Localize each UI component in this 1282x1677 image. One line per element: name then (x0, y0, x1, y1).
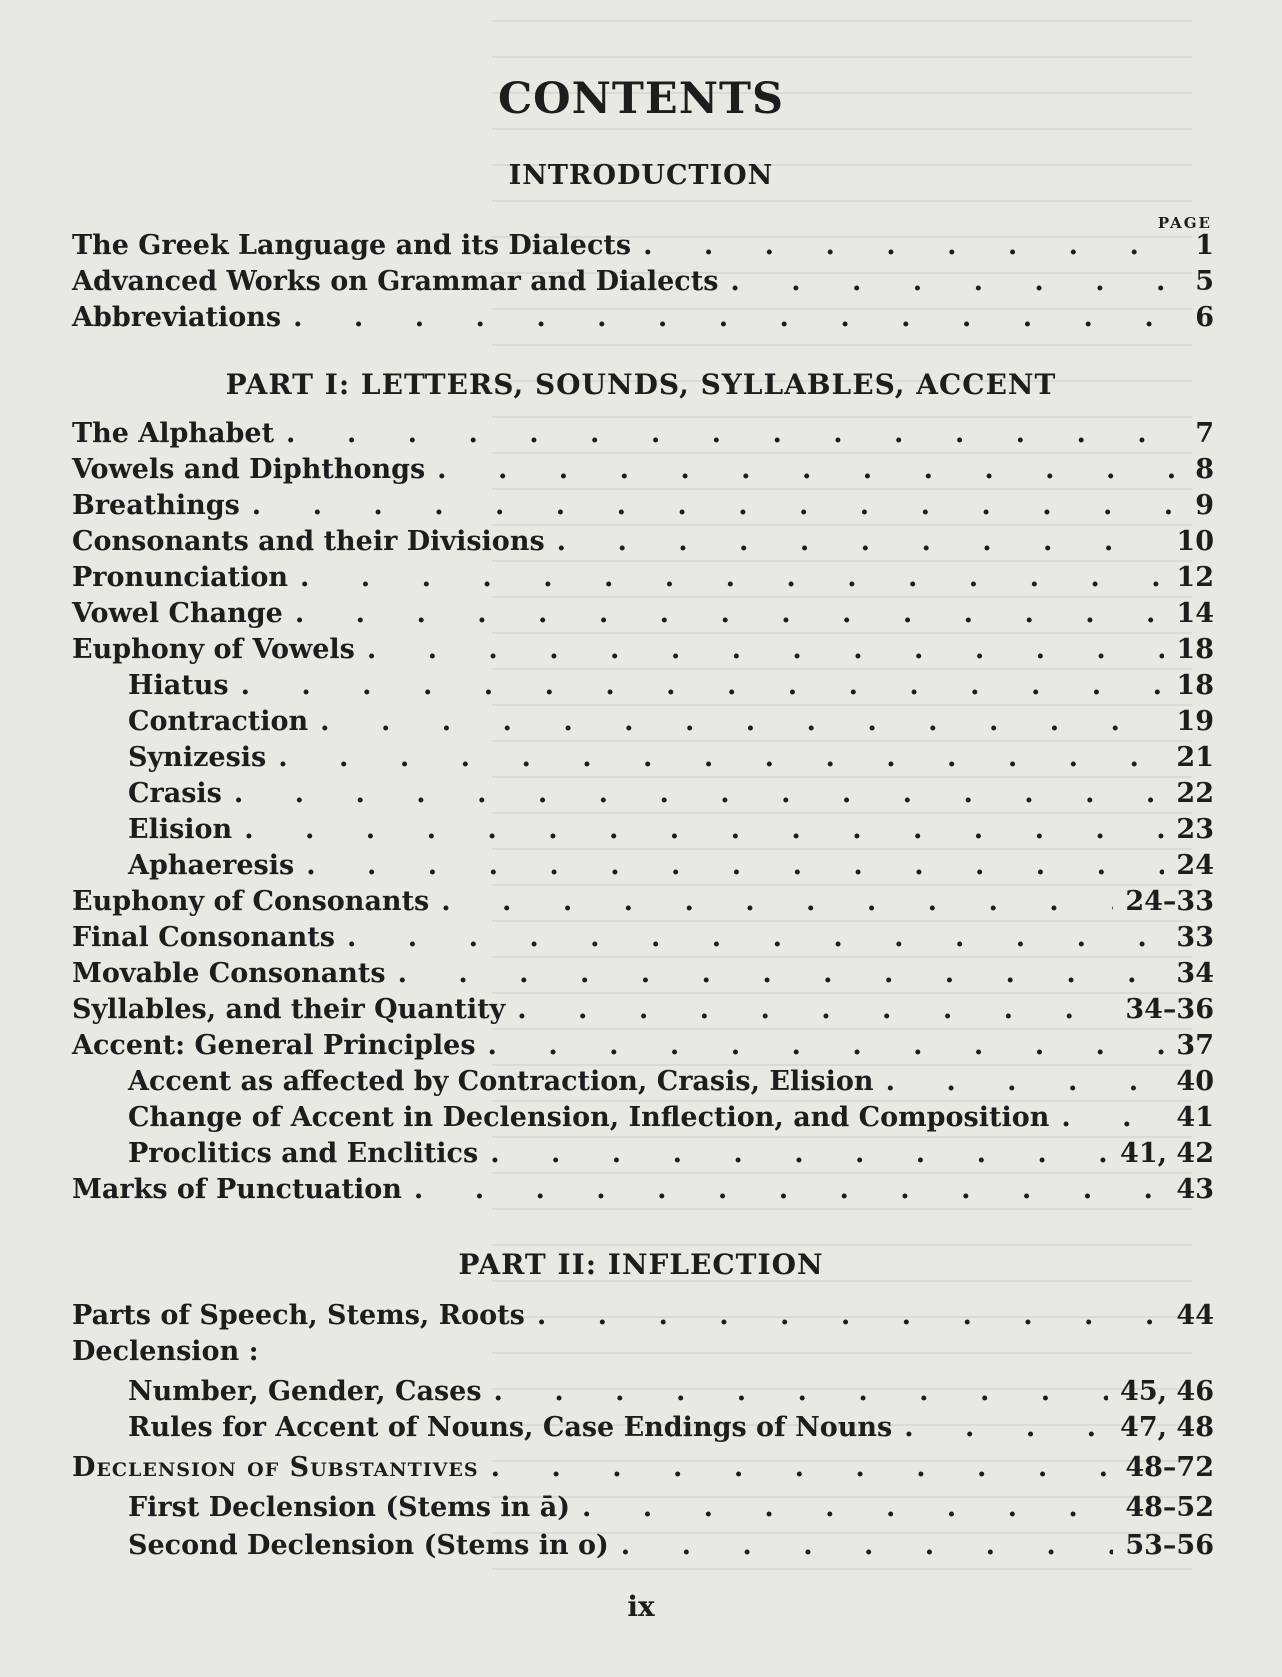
toc-entry[interactable] (72, 1030, 1214, 1066)
page-number: ix (627, 1590, 655, 1623)
dot-leader (234, 778, 1165, 809)
toc-entry-page: 43 (1176, 1174, 1214, 1205)
toc-subentry[interactable] (72, 1492, 1214, 1528)
toc-entry-label: Movable Consonants (72, 958, 386, 989)
toc-entry-page: 44 (1176, 1300, 1214, 1331)
toc-subentry[interactable] (72, 1066, 1214, 1102)
toc-entry-page: 37 (1176, 1030, 1214, 1061)
toc-entry-label: Pronunciation (72, 562, 288, 593)
toc-entry-label: Number, Gender, Cases (128, 1376, 482, 1407)
dot-leader (494, 1376, 1109, 1407)
toc-entry-page: 19 (1176, 706, 1214, 737)
toc-entry-page: 21 (1176, 742, 1214, 773)
toc-entry[interactable] (72, 994, 1214, 1030)
toc-entry[interactable] (72, 634, 1214, 670)
dot-leader (278, 742, 1164, 773)
toc-entry-page: 34 (1176, 958, 1214, 989)
dot-leader (295, 598, 1165, 629)
toc-entry-page: 12 (1176, 562, 1214, 593)
toc-entry-page: 47, 48 (1120, 1412, 1214, 1443)
toc-subentry[interactable] (72, 1102, 1214, 1138)
toc-entry[interactable] (72, 490, 1214, 526)
toc-entry[interactable] (72, 266, 1214, 302)
dot-leader (517, 994, 1113, 1025)
toc-entry[interactable] (72, 418, 1214, 454)
dot-leader (886, 1066, 1165, 1097)
dot-leader (490, 1138, 1108, 1169)
toc-entry[interactable] (72, 886, 1214, 922)
dot-leader (730, 266, 1174, 297)
dot-leader (241, 670, 1165, 701)
toc-subentry[interactable] (72, 1412, 1214, 1448)
toc-entry-label: Declension : (72, 1336, 259, 1367)
toc-entry-page: 48–72 (1125, 1452, 1214, 1483)
dot-leader (320, 706, 1164, 737)
toc-entry-label: Parts of Speech, Stems, Roots (72, 1300, 525, 1331)
dot-leader (252, 490, 1174, 521)
toc-entry-label: Euphony of Vowels (72, 634, 355, 665)
part1-heading: PART I: LETTERS, SOUNDS, SYLLABLES, ACCENT (225, 368, 1057, 401)
toc-entry-label: Euphony of Consonants (72, 886, 430, 917)
toc-entry-label: Vowels and Diphthongs (72, 454, 426, 485)
dot-leader (367, 634, 1165, 665)
toc-entry-page: 5 (1195, 266, 1214, 297)
page-title: CONTENTS (497, 74, 785, 124)
toc-entry[interactable] (72, 1300, 1214, 1336)
dot-leader (491, 1452, 1114, 1483)
toc-entry-label: Breathings (72, 490, 240, 521)
toc-subentry[interactable] (72, 850, 1214, 886)
toc-entry-label: Elision (128, 814, 233, 845)
toc-entry[interactable] (72, 302, 1214, 338)
toc-entry[interactable] (72, 454, 1214, 490)
dot-leader (557, 526, 1165, 557)
toc-entry[interactable] (72, 1174, 1214, 1210)
toc-subentry[interactable] (72, 814, 1214, 850)
toc-entry-page: 23 (1176, 814, 1214, 845)
toc-entry-page: 1 (1195, 230, 1214, 261)
toc-entry-label: Vowel Change (72, 598, 283, 629)
dot-leader (643, 230, 1174, 261)
toc-entry[interactable] (72, 526, 1214, 562)
toc-entry-page: 53–56 (1125, 1530, 1214, 1561)
toc-entry-page: 48–52 (1125, 1492, 1214, 1523)
toc-group-heading (72, 1336, 1214, 1372)
toc-entry-label: Abbreviations (72, 302, 282, 333)
dot-leader (414, 1174, 1165, 1205)
toc-entry-label: Consonants and their Divisions (72, 526, 545, 557)
dot-leader (537, 1300, 1165, 1331)
toc-entry-page: 8 (1195, 454, 1214, 485)
toc-subentry[interactable] (72, 706, 1214, 742)
toc-entry-page: 6 (1195, 302, 1214, 333)
toc-entry-label: Final Consonants (72, 922, 335, 953)
toc-entry-page: 24 (1176, 850, 1214, 881)
part2-heading: PART II: INFLECTION (458, 1248, 824, 1281)
dot-leader (1061, 1102, 1164, 1133)
toc-subentry[interactable] (72, 1530, 1214, 1566)
toc-entry-label: Marks of Punctuation (72, 1174, 402, 1205)
toc-entry-label: Proclitics and Enclitics (128, 1138, 479, 1169)
dot-leader (293, 302, 1174, 333)
toc-entry-page: 41, 42 (1120, 1138, 1214, 1169)
toc-entry-label: Second Declension (Stems in o) (128, 1530, 609, 1561)
toc-entry-label: Contraction (128, 706, 309, 737)
toc-entry-label: Accent as affected by Contraction, Crasis, Elision (128, 1066, 874, 1097)
toc-entry[interactable] (72, 562, 1214, 598)
dot-leader (244, 814, 1164, 845)
toc-subentry[interactable] (72, 778, 1214, 814)
toc-entry-label: Declension of Substantives (72, 1452, 479, 1483)
dot-leader (437, 454, 1174, 485)
toc-entry-label: Accent: General Principles (72, 1030, 476, 1061)
toc-entry[interactable] (72, 230, 1214, 266)
toc-entry-page: 22 (1176, 778, 1214, 809)
toc-entry-label: The Alphabet (72, 418, 275, 449)
toc-entry[interactable] (72, 598, 1214, 634)
introduction-heading: INTRODUCTION (508, 160, 774, 191)
toc-entry-label: Change of Accent in Declension, Inflection, and Composition (128, 1102, 1050, 1133)
toc-subentry[interactable] (72, 670, 1214, 706)
toc-entry-label: Rules for Accent of Nouns, Case Endings of Nouns (128, 1412, 893, 1443)
dot-leader (621, 1530, 1114, 1561)
toc-entry-page: 7 (1195, 418, 1214, 449)
toc-entry-page: 18 (1176, 634, 1214, 665)
toc-entry[interactable] (72, 958, 1214, 994)
toc-subentry[interactable] (72, 1138, 1214, 1174)
dot-leader (300, 562, 1164, 593)
dot-leader (347, 922, 1164, 953)
toc-entry-page: 41 (1176, 1102, 1214, 1133)
toc-entry-label: Hiatus (128, 670, 229, 701)
toc-entry-label: Synizesis (128, 742, 267, 773)
toc-entry-page: 40 (1176, 1066, 1214, 1097)
dot-leader (582, 1492, 1113, 1523)
toc-entry-page: 18 (1176, 670, 1214, 701)
dot-leader (441, 886, 1113, 917)
toc-entry-page: 9 (1195, 490, 1214, 521)
toc-entry-label: Aphaeresis (128, 850, 295, 881)
page-column-label: PAGE (1157, 214, 1212, 232)
toc-subentry[interactable] (72, 742, 1214, 778)
toc-entry-label: The Greek Language and its Dialects (72, 230, 632, 261)
toc-entry-page: 24–33 (1125, 886, 1214, 917)
toc-entry[interactable] (72, 1452, 1214, 1488)
dot-leader (286, 418, 1174, 449)
toc-entry-page: 10 (1176, 526, 1214, 557)
toc-entry-label: Syllables, and their Quantity (72, 994, 506, 1025)
toc-entry-page: 14 (1176, 598, 1214, 629)
toc-entry-page: 45, 46 (1120, 1376, 1214, 1407)
toc-entry-label: First Declension (Stems in ā) (128, 1492, 570, 1523)
toc-entry-label: Crasis (128, 778, 222, 809)
toc-subentry[interactable] (72, 1376, 1214, 1412)
toc-entry-page: 33 (1176, 922, 1214, 953)
toc-entry-label: Advanced Works on Grammar and Dialects (72, 266, 719, 297)
dot-leader (306, 850, 1164, 881)
toc-entry-page: 34–36 (1125, 994, 1214, 1025)
toc-entry[interactable] (72, 922, 1214, 958)
dot-leader (904, 1412, 1108, 1443)
dot-leader (398, 958, 1165, 989)
dot-leader (488, 1030, 1165, 1061)
